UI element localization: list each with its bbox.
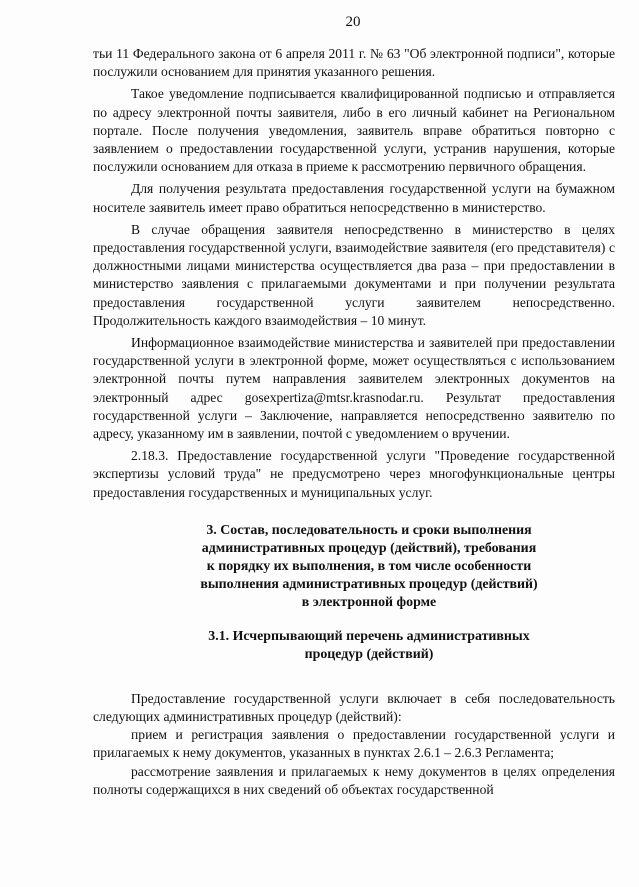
heading-line: 3.1. Исчерпывающий перечень административных (208, 628, 530, 644)
subsection-heading (163, 628, 575, 664)
heading-line: процедур (действий) (304, 646, 434, 662)
heading-line: к порядку их выполнения, в том числе особенности (206, 558, 532, 574)
page-number: 20 (345, 14, 361, 30)
heading-line: в электронной форме (301, 594, 437, 610)
paragraph: рассмотрение заявления и прилагаемых к нему документов в целях определения полноты содержащихся в них сведений об объектах государственной (93, 763, 615, 797)
section-heading (163, 522, 575, 612)
paragraph: прием и регистрация заявления о предоставлении государственной услуги и прилагаемых к нему документов, указанных в пунктах 2.6.1 – 2.6.3 Регламента; (93, 727, 615, 761)
paragraph: В случае обращения заявителя непосредственно в министерство в целях предоставления государственной услуги, взаимодействие заявителя (его представителя) с должностными лицами министерства осуществляется два раза – при предоставлении в министерство заявления с прилагаемыми документами и при получении результата предоставления государственной услуги заявителем непосредственно. Продолжительность каждого взаимодействия – 10 минут. (93, 221, 615, 328)
paragraph: Информационное взаимодействие министерства и заявителей при предоставлении государственной услуги в электронной форме, может осуществляться с использованием электронной почты путем направления заявителем электронных документов на электронный адрес gosexpertiza@mtsr.krasnodar.ru. Результат предоставления государственной услуги – Заключение, направляется непосредственно заявителю по адресу, указанному им в заявлении, почтой с уведомлением о вручении. (93, 335, 615, 442)
paragraph: Предоставление государственной услуги включает в себя последовательность следующих административных процедур (действий): (93, 690, 615, 725)
heading-line: выполнения административных процедур (действий) (200, 576, 538, 592)
heading-line: административных процедур (действий), требования (201, 540, 537, 556)
paragraph: 2.18.3. Предоставление государственной услуги "Проведение государственной экспертизы условий труда" не предусмотрено через многофункциональные центры предоставления государственных и муниципальных услуг. (93, 448, 615, 500)
body-bottom (93, 690, 615, 799)
heading-line: 3. Состав, последовательность и сроки выполнения (206, 522, 532, 538)
body-top (93, 45, 615, 502)
paragraph: тьи 11 Федерального закона от 6 апреля 2011 г. № 63 "Об электронной подписи", которые послужили основанием для принятия указанного решения. (93, 46, 615, 80)
paragraph: Для получения результата предоставления государственной услуги на бумажном носителе заявитель имеет право обратиться непосредственно в министерство. (93, 181, 615, 215)
paragraph: Такое уведомление подписывается квалифицированной подписью и отправляется по адресу электронной почты заявителя, либо в его личный кабинет на Региональном портале. После получения уведомления, заявитель вправе обратиться повторно с заявлением о предоставлении государственной услуги, устранив нарушения, которые послужили основанием для отказа в приеме к рассмотрению первичного обращения. (93, 86, 615, 175)
